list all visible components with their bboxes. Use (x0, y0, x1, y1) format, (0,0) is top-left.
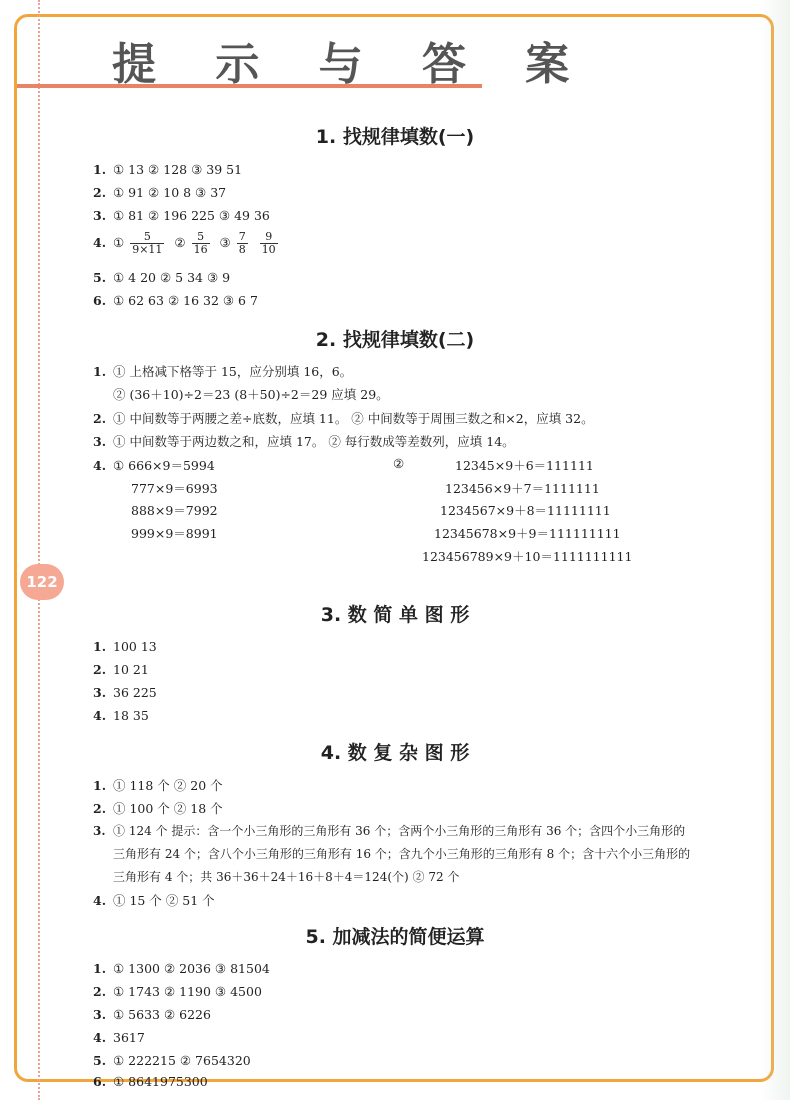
answer-line: 3. 36 225 (93, 685, 157, 700)
answer-line: 999×9＝8991 (131, 526, 218, 541)
answer-line: 2. ① 中间数等于两腰之差÷底数，应填 11。 ② 中间数等于周围三数之和×2，应填 32。 (93, 411, 594, 426)
answer-line: 888×9＝7992 (131, 503, 218, 518)
fraction: $\frac{7}{8}$ (238, 230, 246, 256)
fraction: $\frac{5}{16}$ (193, 230, 208, 256)
answer-line: 4. ① 666×9＝5994 (93, 458, 215, 473)
section-title-2: 2. 找规律填数(二) (315, 329, 475, 351)
answer-line: 5. ① 222215 ② 7654320 (93, 1053, 251, 1068)
answer-line: 6. ① 8641975300 (93, 1074, 208, 1089)
answer-line: 3. ① 81 ② 196 225 ③ 49 36 (93, 208, 270, 223)
section-title-5: 5. 加减法的简便运算 (305, 926, 485, 948)
answer-line: 12345678×9＋9＝111111111 (434, 526, 621, 541)
answer-line: 三角形有 24 个；含八个小三角形的三角形有 16 个；含九个小三角形的三角形有 8 个；含十六个小三角形的 (113, 847, 691, 861)
answer-line: ② (36＋10)÷2＝23 (8＋50)÷2＝29 应填 29。 (113, 387, 389, 402)
answer-line: 3. ① 中间数等于两边数之和，应填 17。 ② 每行数成等差数列，应填 14。 (93, 434, 515, 449)
section-title-1: 1. 找规律填数(一) (315, 126, 475, 148)
answer-line: 2. 10 21 (93, 662, 149, 677)
answer-line: 123456×9＋7＝1111111 (445, 481, 600, 496)
fraction: $\frac{5}{9\times 11}$ (132, 230, 163, 256)
page-number-badge: 122 (20, 564, 64, 600)
answer-line: 2. ① 100 个 ② 18 个 (93, 801, 223, 816)
answer-line: 3. ① 5633 ② 6226 (93, 1007, 211, 1022)
answer-line: 1. 100 13 (93, 639, 157, 654)
page-title: 提 示 与 答 案 (112, 39, 592, 90)
answer-line: 6. ① 62 63 ② 16 32 ③ 6 7 (93, 293, 258, 308)
answer-line: 1. ① 118 个 ② 20 个 (93, 778, 223, 793)
answer-line: 12345×9＋6＝111111 (455, 458, 594, 473)
answer-line: 4. ① 15 个 ② 51 个 (93, 893, 215, 908)
answer-line: 1234567×9＋8＝11111111 (440, 503, 611, 518)
answer-line: 777×9＝6993 (131, 481, 218, 496)
answer-line: 3. ① 124 个 提示：含一个小三角形的三角形有 36 个；含两个小三角形的三角形有 36 个；含四个小三角形的 (93, 824, 686, 838)
fraction: $\frac{9}{10}$ (261, 230, 276, 256)
answer-line: 1. ① 1300 ② 2036 ③ 81504 (93, 961, 270, 976)
answer-marker: ② (393, 456, 405, 471)
answer-line: 4. 3617 (93, 1030, 145, 1045)
section-title-3: 3. 数 简 单 图 形 (320, 604, 470, 626)
answer-line: 2. ① 91 ② 10 8 ③ 37 (93, 185, 227, 200)
answer-line: 123456789×9＋10＝1111111111 (422, 549, 633, 564)
section-title-4: 4. 数 复 杂 图 形 (320, 742, 470, 764)
answer-line: 5. ① 4 20 ② 5 34 ③ 9 (93, 270, 231, 285)
answer-line: 三角形有 4 个；共 36＋36＋24＋16＋8＋4＝124(个) ② 72 个 (113, 870, 460, 884)
answer-line: 1. ① 13 ② 128 ③ 39 51 (93, 162, 243, 177)
answer-line: 1. ① 上格减下格等于 15，应分别填 16，6。 (93, 364, 353, 379)
answer-line: 4. 18 35 (93, 708, 149, 723)
answer-line-fractions: 4. ① $\frac{5}{9\times 11}$ ② $\frac{5}{16}$ ③ $\frac{7}{8}$ $\frac{9}{10}$ (93, 230, 276, 256)
answer-line: 2. ① 1743 ② 1190 ③ 4500 (93, 984, 262, 999)
